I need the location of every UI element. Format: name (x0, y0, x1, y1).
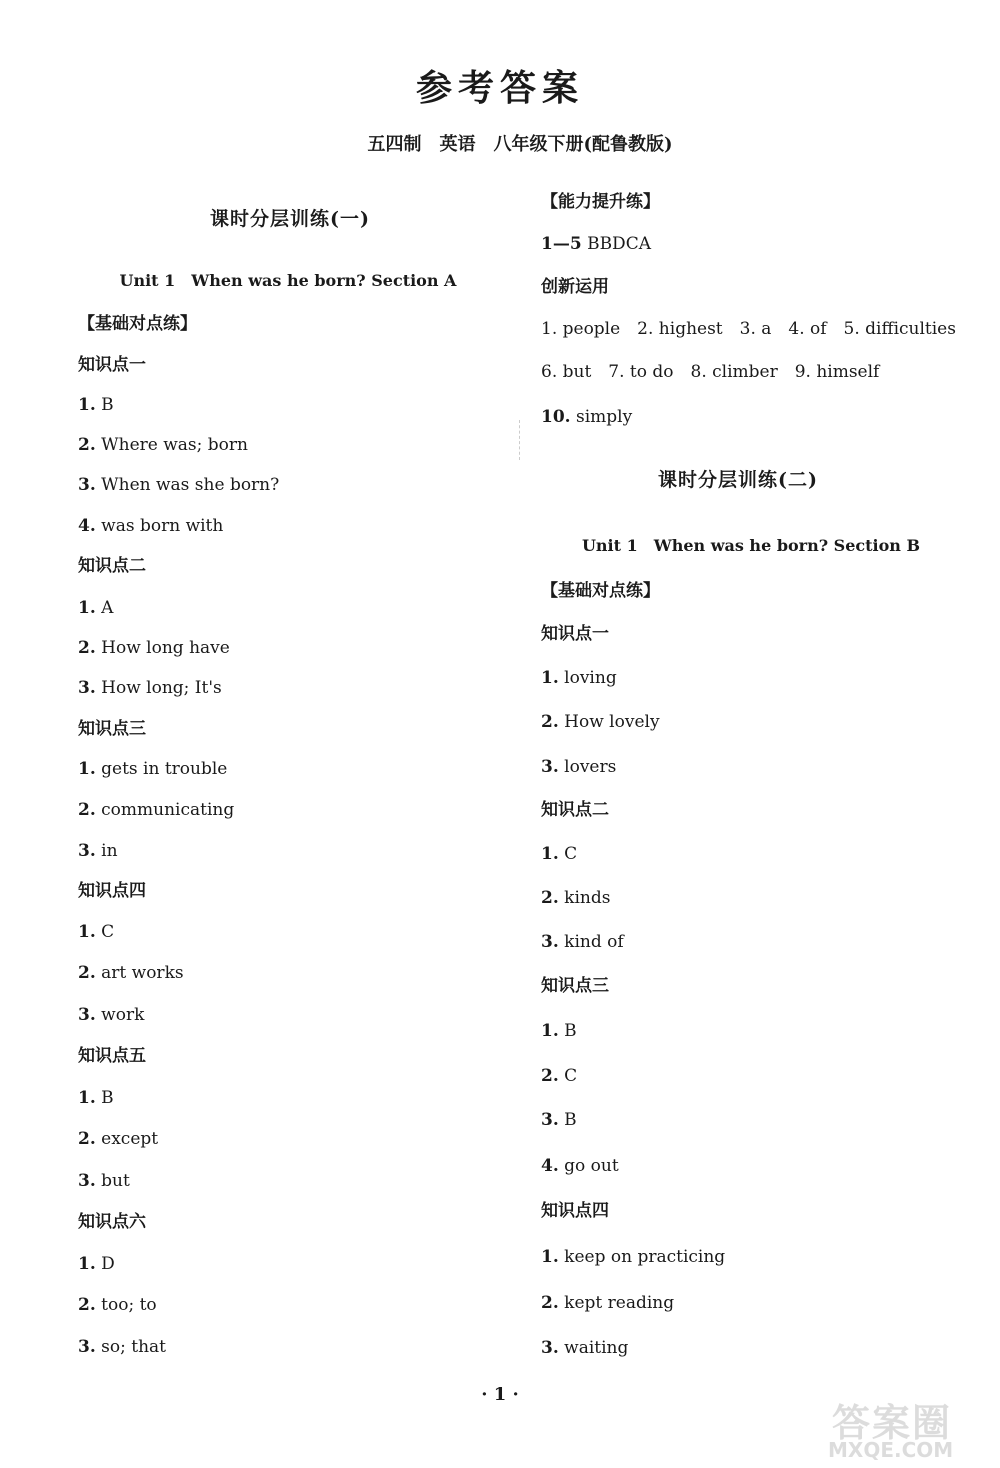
answer-line (541, 756, 616, 778)
answer-line (541, 1246, 725, 1268)
answer-line (78, 515, 223, 537)
answer-text: C (558, 844, 578, 864)
answer-number: 3. (541, 1338, 559, 1358)
answer-number: 2. (78, 1129, 96, 1149)
answer-line (78, 1004, 144, 1026)
answer-line (541, 1337, 628, 1359)
page-number: · 1 · (481, 1384, 519, 1405)
answer-line (78, 1087, 114, 1109)
unit-heading: Unit 1 When was he born? Section A (119, 271, 457, 290)
answer-text: B (95, 395, 114, 415)
answer-text: C (95, 922, 115, 942)
answer-line (78, 1294, 157, 1316)
watermark-logo (818, 1392, 998, 1466)
answer-number: 3. (541, 757, 559, 777)
answer-line (541, 233, 651, 255)
column-divider (519, 420, 520, 460)
answer-number: 1. (78, 1088, 96, 1108)
answer-number: 3. (78, 1337, 96, 1357)
answer-line (78, 758, 227, 780)
answer-line (78, 637, 230, 659)
answer-number: 1. (541, 844, 559, 864)
answer-text: was born with (95, 516, 224, 536)
answer-line (78, 394, 114, 416)
knowledge-point-heading: 知识点三 (78, 719, 146, 739)
answer-text: How lovely (558, 712, 660, 732)
answer-number: 3. (78, 678, 96, 698)
knowledge-point-heading: 知识点四 (78, 881, 146, 901)
answer-text: so; that (95, 1337, 166, 1357)
knowledge-point-heading: 知识点四 (541, 1201, 609, 1221)
answer-line (78, 597, 113, 619)
knowledge-point-heading: 【基础对点练】 (541, 581, 660, 601)
answer-text: lovers (558, 757, 617, 777)
answer-number: 3. (541, 1110, 559, 1130)
answer-number: 4. (78, 516, 96, 536)
answer-number: 2. (78, 800, 96, 820)
unit-heading: Unit 1 When was he born? Section B (581, 536, 921, 555)
watermark-text: 答案圈 (832, 1401, 953, 1445)
answer-text: gets in trouble (95, 759, 228, 779)
answer-line (78, 1336, 166, 1358)
answer-number: 1. (78, 598, 96, 618)
answer-text: kinds (558, 888, 611, 908)
answer-line (541, 931, 624, 953)
answer-number: 2. (78, 638, 96, 658)
answer-line (541, 318, 956, 340)
knowledge-point-heading: 【能力提升练】 (541, 192, 660, 212)
answer-line (78, 1128, 158, 1150)
answer-line (541, 843, 577, 865)
answer-line (541, 1292, 674, 1314)
answer-text: B (558, 1110, 577, 1130)
answer-number: 1. (541, 1247, 559, 1267)
answer-line (541, 1020, 577, 1042)
answer-line (541, 406, 632, 428)
answer-number: 2. (541, 712, 559, 732)
watermark-url: MXQE.COM (828, 1438, 954, 1462)
answer-line (78, 474, 279, 496)
answer-line (78, 840, 118, 862)
knowledge-point-heading: 知识点一 (78, 355, 146, 375)
answer-line (541, 1065, 577, 1087)
answer-number: 1. (78, 1254, 96, 1274)
answer-number: 3. (78, 841, 96, 861)
answer-line (78, 1170, 130, 1192)
answer-text: but (95, 1171, 130, 1191)
answer-line (78, 799, 234, 821)
answer-text: art works (95, 963, 184, 983)
book-subtitle: 五四制 英语 八年级下册(配鲁教版) (367, 134, 673, 155)
answer-line (78, 921, 114, 943)
answer-number: 1. (541, 1021, 559, 1041)
answer-text: except (95, 1129, 159, 1149)
answer-text: kept reading (558, 1293, 675, 1313)
answer-number: 1. (78, 922, 96, 942)
answer-line (541, 887, 610, 909)
answer-line (541, 361, 879, 383)
answer-number: 1. (541, 668, 559, 688)
answer-number: 1. (78, 759, 96, 779)
answer-text: waiting (558, 1338, 629, 1358)
answer-line (541, 667, 617, 689)
answer-text: 1. people 2. highest 3. a 4. of 5. difficulties (541, 319, 956, 339)
answer-text: in (95, 841, 118, 861)
answer-number: 3. (78, 475, 96, 495)
answer-text: simply (570, 407, 633, 427)
answer-text: A (95, 598, 114, 618)
answer-number: 2. (541, 888, 559, 908)
answer-line (541, 711, 660, 733)
knowledge-point-heading: 知识点一 (541, 624, 609, 644)
knowledge-point-heading: 知识点三 (541, 976, 609, 996)
answer-number: 1. (78, 395, 96, 415)
answer-text: go out (558, 1156, 619, 1176)
answer-number: 3. (541, 932, 559, 952)
answer-number: 2. (78, 435, 96, 455)
answer-text: too; to (95, 1295, 157, 1315)
answer-text: communicating (95, 800, 235, 820)
answer-number: 10. (541, 407, 571, 427)
answer-text: keep on practicing (558, 1247, 726, 1267)
answer-number: 4. (541, 1156, 559, 1176)
page-title: 参考答案 (415, 67, 584, 109)
knowledge-point-heading: 知识点六 (78, 1212, 146, 1232)
answer-text: B (558, 1021, 577, 1041)
answer-line (78, 677, 222, 699)
answer-text: How long; It's (95, 678, 222, 698)
section-heading: 课时分层训练(二) (658, 469, 818, 491)
answer-text: Where was; born (95, 435, 248, 455)
answer-text: How long have (95, 638, 230, 658)
answer-text: BBDCA (581, 234, 651, 254)
knowledge-point-heading: 【基础对点练】 (78, 314, 197, 334)
answer-text: B (95, 1088, 114, 1108)
answer-number: 2. (541, 1293, 559, 1313)
knowledge-point-heading: 创新运用 (541, 277, 609, 297)
section-heading: 课时分层训练(一) (210, 208, 370, 230)
answer-number: 3. (78, 1171, 96, 1191)
knowledge-point-heading: 知识点二 (541, 800, 609, 820)
answer-number: 2. (541, 1066, 559, 1086)
answer-text: kind of (558, 932, 624, 952)
answer-line (541, 1155, 619, 1177)
answer-number: 3. (78, 1005, 96, 1025)
answer-line (78, 962, 184, 984)
answer-line (541, 1109, 577, 1131)
answer-line (78, 1253, 115, 1275)
answer-text: loving (558, 668, 617, 688)
answer-number: 2. (78, 963, 96, 983)
answer-text: D (95, 1254, 115, 1274)
answer-text: work (95, 1005, 145, 1025)
knowledge-point-heading: 知识点二 (78, 556, 146, 576)
answer-line (78, 434, 248, 456)
answer-number: 2. (78, 1295, 96, 1315)
answer-text: C (558, 1066, 578, 1086)
answer-text: When was she born? (95, 475, 280, 495)
answer-text: 6. but 7. to do 8. climber 9. himself (541, 362, 880, 382)
knowledge-point-heading: 知识点五 (78, 1046, 146, 1066)
answer-number: 1—5 (541, 234, 582, 254)
